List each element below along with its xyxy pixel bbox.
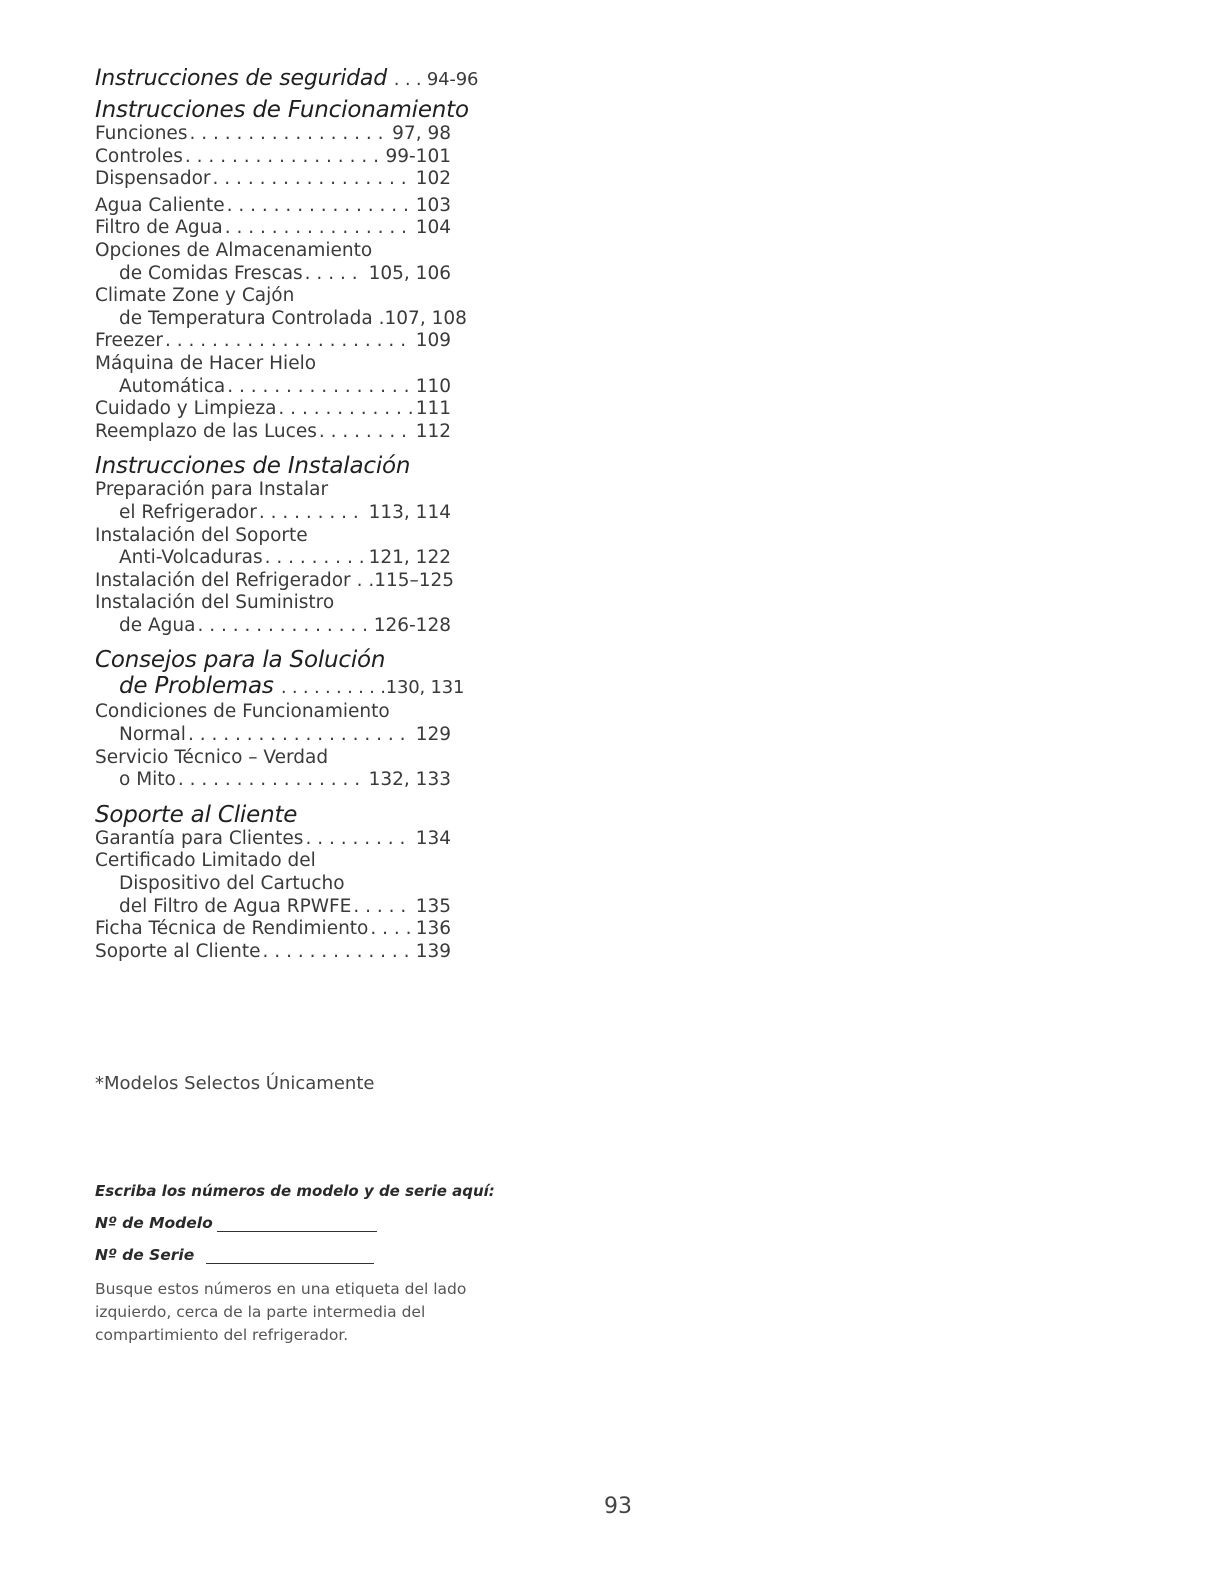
toc-entry: Freezer . . . 109 (95, 330, 451, 353)
serial-number-field (95, 1246, 515, 1264)
toc-entry: Instalación del Refrigerador . .115–125 (95, 569, 455, 591)
toc-entry: del Filtro de Agua RPWFE . . . 135 (95, 896, 451, 919)
toc-entry: Reemplazo de las Luces . . . 112 (95, 421, 451, 444)
section-heading-troubleshooting: Consejos para la Solución (95, 647, 386, 674)
toc-entry: Automática . . . 110 (95, 376, 451, 399)
toc-entry: Garantía para Clientes . . . 134 (95, 828, 451, 851)
toc-entry: o Mito . . . 132, 133 (95, 769, 451, 792)
toc-entry-label: Opciones de Almacenamiento (95, 239, 373, 261)
section-heading-troubleshooting-line2: de Problemas . . . . . . . . . .130, 131 (119, 673, 465, 700)
toc-entry-label: Dispositivo del Cartucho (119, 873, 345, 895)
toc-entry: Agua Caliente . . . 103 (95, 195, 451, 218)
toc-section-safety (95, 66, 479, 93)
toc-entry: Cuidado y Limpieza . . . 111 (95, 398, 451, 421)
serial-number-blank-line (206, 1249, 374, 1264)
toc-section-support (95, 802, 465, 964)
record-heading: Escriba los números de modelo y de serie aquí: (95, 1182, 495, 1200)
section-heading-support: Soporte al Cliente (95, 801, 298, 828)
model-number-blank-line (217, 1217, 377, 1232)
table-of-contents (95, 66, 479, 963)
page-number: 93 (604, 1494, 632, 1519)
model-number-field (95, 1214, 515, 1232)
section-heading-installation: Instrucciones de Instalación (95, 453, 411, 480)
toc-entry-label: Instalación del Soporte (95, 524, 308, 546)
toc-entry: Normal . . . 129 (95, 724, 451, 747)
safety-pages: . . . 94-96 (393, 69, 479, 90)
toc-entry-label: Instalación del Suministro (95, 592, 335, 614)
record-note: Busque estos números en una etiqueta del lado izquierdo, cerca de la parte intermedia del compartimiento del refrigerador. (95, 1280, 467, 1344)
toc-entry-label: Condiciones de Funcionamiento (95, 701, 390, 723)
toc-section-troubleshooting (95, 647, 465, 791)
toc-entry: Ficha Técnica de Rendimiento . . . 136 (95, 918, 451, 941)
section-heading-safety (95, 66, 479, 93)
toc-section-installation (95, 453, 465, 637)
toc-entry: de Agua . . . 126-128 (95, 615, 451, 638)
section-heading-operating: Instrucciones de Funcionamiento (95, 97, 469, 123)
toc-entry-label: Máquina de Hacer Hielo (95, 352, 317, 374)
toc-entry: el Refrigerador . . . 113, 114 (95, 502, 451, 525)
toc-entry: Controles . . . 99-101 (95, 146, 451, 169)
toc-entry: Filtro de Agua . . . 104 (95, 217, 451, 240)
toc-entry: de Comidas Frescas . . . 105, 106 (95, 263, 451, 286)
model-serial-record (95, 1182, 515, 1347)
toc-entry: Funciones . . . 97, 98 (95, 123, 451, 146)
toc-section-operating (95, 97, 469, 443)
footnote: *Modelos Selectos Únicamente (95, 1073, 375, 1094)
toc-entry: Anti-Volcaduras . . . 121, 122 (95, 547, 451, 570)
toc-entry: Dispensador . . . 102 (95, 168, 451, 191)
serial-number-label: Nº de Serie (95, 1246, 195, 1264)
model-number-label: Nº de Modelo (95, 1214, 213, 1232)
toc-entry-label: Preparación para Instalar (95, 479, 329, 501)
toc-entry-label: Servicio Técnico – Verdad (95, 746, 329, 768)
toc-entry: de Temperatura Controlada .107, 108 (119, 307, 467, 329)
toc-entry-label: Climate Zone y Cajón (95, 285, 295, 307)
toc-entry-label: Certificado Limitado del (95, 850, 316, 872)
toc-entry: Soporte al Cliente . . . 139 (95, 941, 451, 964)
safety-title: Instrucciones de seguridad (95, 66, 387, 91)
